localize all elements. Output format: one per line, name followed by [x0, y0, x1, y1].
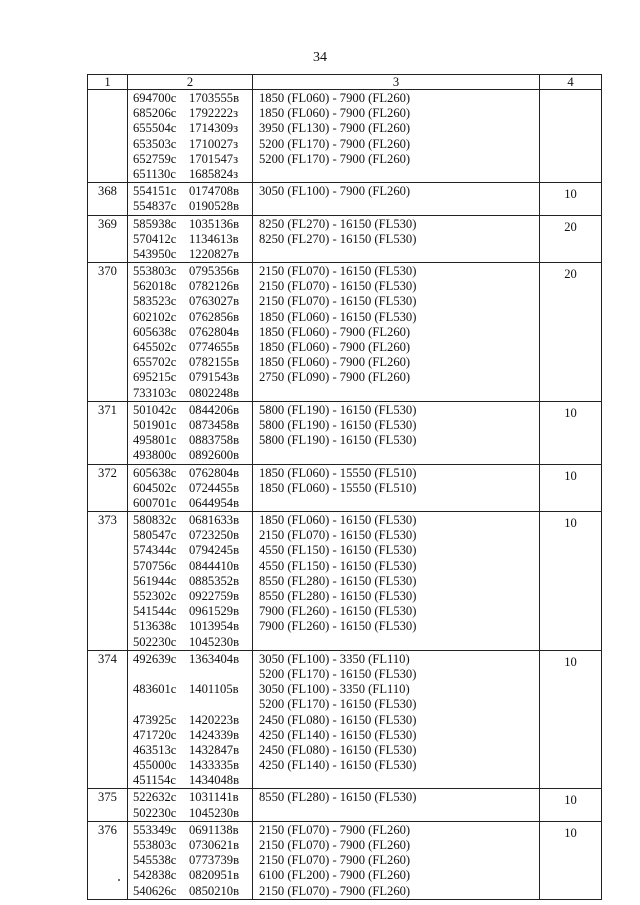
- zone-number-cell: 372: [88, 464, 128, 512]
- altitude-range: 8250 (FL270) - 16150 (FL530): [259, 231, 417, 246]
- altitude-range: 2150 (FL070) - 7900 (FL260): [259, 822, 411, 837]
- latitude: 451154с: [133, 773, 176, 788]
- longitude: 1220827в: [189, 246, 240, 261]
- longitude: 1363404в: [189, 651, 240, 666]
- latitude: 501042с: [133, 402, 177, 417]
- zone-number-cell: 373: [88, 512, 128, 651]
- page-number: 34: [313, 50, 327, 65]
- longitude: 1013954в: [189, 619, 240, 634]
- longitude: 1685824з: [189, 166, 239, 181]
- coordinate-line: [133, 790, 252, 805]
- zone-number-cell: 375: [88, 789, 128, 821]
- longitude: 1792222з: [189, 106, 239, 121]
- longitude: 1035136в: [189, 216, 240, 231]
- longitude: 0723250в: [189, 528, 240, 543]
- latitude: 602102с: [133, 309, 177, 324]
- latitude: 501901с: [133, 417, 177, 432]
- header-cell-3: 3: [253, 75, 540, 90]
- coordinate-line: [133, 370, 252, 385]
- table-row: [88, 401, 602, 464]
- value-cell: 10: [540, 464, 602, 512]
- longitude: 1432847в: [189, 742, 240, 757]
- table-row: [88, 90, 602, 183]
- coordinate-line: [133, 403, 252, 418]
- coordinates-cell: [128, 90, 253, 183]
- altitude-range: 3050 (FL100) - 3350 (FL110): [259, 651, 410, 666]
- value-cell: [540, 90, 602, 183]
- zone-number-cell: 369: [88, 215, 128, 263]
- longitude: 0795356в: [189, 264, 240, 279]
- longitude: 0773739в: [189, 853, 240, 868]
- zone-number-cell: [88, 90, 128, 183]
- coordinate-line: [133, 247, 252, 262]
- latitude: 604502с: [133, 480, 177, 495]
- longitude: 0844410в: [189, 558, 240, 573]
- coordinate-line: [133, 137, 252, 152]
- altitude-range: 2150 (FL070) - 16150 (FL530): [259, 264, 417, 279]
- altitude-range: 5200 (FL170) - 7900 (FL260): [259, 151, 411, 166]
- latitude: 553803с: [133, 264, 177, 279]
- coordinate-line: [133, 121, 252, 136]
- coordinate-line: [133, 217, 252, 232]
- latitude: 483601с: [133, 682, 177, 697]
- longitude: 0644954в: [189, 495, 240, 510]
- value-cell: 10: [540, 183, 602, 215]
- latitude: 655504с: [133, 121, 177, 136]
- latitude: 605638с: [133, 324, 177, 339]
- latitude: 585938с: [133, 216, 177, 231]
- latitude: 541544с: [133, 604, 177, 619]
- altitude-range: 2150 (FL070) - 16150 (FL530): [259, 528, 417, 543]
- latitude: 580547с: [133, 528, 177, 543]
- coordinate-line: [133, 589, 252, 604]
- altitude-range: 1850 (FL060) - 15550 (FL510): [259, 480, 417, 495]
- altitude-range: 4250 (FL140) - 16150 (FL530): [259, 727, 417, 742]
- altitude-cell: [253, 90, 540, 183]
- longitude: 0724455в: [189, 480, 240, 495]
- altitude-cell: [253, 183, 540, 215]
- altitude-cell: [253, 821, 540, 899]
- longitude: 1134613в: [189, 231, 239, 246]
- altitude-cell: [253, 263, 540, 402]
- altitude-range: 1850 (FL060) - 16150 (FL530): [259, 309, 417, 324]
- coordinate-line: [133, 652, 252, 667]
- latitude: 542838с: [133, 868, 177, 883]
- coordinate-line: [133, 604, 252, 619]
- longitude: 1045230в: [189, 805, 240, 820]
- header-cell-2: 2: [128, 75, 253, 90]
- longitude: 0762804в: [189, 324, 240, 339]
- coordinate-line: [133, 513, 252, 528]
- longitude: 0873458в: [189, 417, 240, 432]
- longitude: 0681633в: [189, 513, 240, 528]
- latitude: 652759с: [133, 151, 177, 166]
- altitude-range: 8550 (FL280) - 16150 (FL530): [259, 589, 417, 603]
- altitude-range: 1850 (FL060) - 7900 (FL260): [259, 340, 411, 354]
- coordinates-cell: [128, 821, 253, 899]
- value-cell: 10: [540, 401, 602, 464]
- altitude-range: [259, 167, 539, 182]
- latitude: 694700с: [133, 91, 177, 105]
- latitude: 685206с: [133, 106, 177, 121]
- latitude: 554151с: [133, 184, 177, 199]
- coordinates-cell: [128, 401, 253, 464]
- value-cell: 10: [540, 650, 602, 789]
- latitude: 651130с: [133, 166, 176, 181]
- altitude-range: 8550 (FL280) - 16150 (FL530): [259, 573, 417, 588]
- latitude: 583523с: [133, 294, 177, 309]
- latitude: 655702с: [133, 355, 177, 370]
- longitude: 0922759в: [189, 589, 240, 603]
- longitude: 0892600в: [189, 448, 240, 463]
- latitude: 473925с: [133, 712, 177, 727]
- coordinate-line: [133, 728, 252, 743]
- zone-number-cell: 376: [88, 821, 128, 899]
- table-row: [88, 512, 602, 651]
- table-row: [88, 183, 602, 215]
- coordinate-line: [133, 264, 252, 279]
- longitude: 1031141в: [189, 790, 239, 805]
- altitude-range: 2150 (FL070) - 7900 (FL260): [259, 853, 411, 868]
- coordinate-line: [133, 528, 252, 543]
- altitude-cell: [253, 215, 540, 263]
- latitude: 495801с: [133, 433, 177, 448]
- value-cell: 20: [540, 215, 602, 263]
- coordinate-line: [133, 199, 252, 214]
- latitude: 552302с: [133, 589, 177, 603]
- airspace-table: [87, 74, 602, 900]
- coordinates-cell: [128, 789, 253, 821]
- latitude: 645502с: [133, 340, 177, 354]
- coordinate-line: [133, 619, 252, 634]
- altitude-range: 1850 (FL060) - 7900 (FL260): [259, 324, 411, 339]
- altitude-range: 5200 (FL170) - 16150 (FL530): [259, 697, 417, 712]
- coordinate-line: [133, 232, 252, 247]
- coordinate-line: [133, 418, 252, 433]
- coordinate-line: [133, 853, 252, 868]
- latitude: 695215с: [133, 370, 177, 385]
- altitude-range: 8550 (FL280) - 16150 (FL530): [259, 790, 417, 805]
- latitude: 455000с: [133, 758, 177, 773]
- altitude-range: 3050 (FL100) - 3350 (FL110): [259, 682, 410, 697]
- latitude: 502230с: [133, 805, 177, 820]
- altitude-range: 2150 (FL070) - 16150 (FL530): [259, 294, 417, 309]
- altitude-range: 2150 (FL070) - 7900 (FL260): [259, 883, 411, 898]
- altitude-range: 7900 (FL260) - 16150 (FL530): [259, 604, 417, 619]
- altitude-range: 5200 (FL170) - 16150 (FL530): [259, 666, 417, 681]
- zone-number-cell: 371: [88, 401, 128, 464]
- latitude: 471720с: [133, 727, 177, 742]
- table-row: [88, 650, 602, 789]
- coordinates-cell: [128, 215, 253, 263]
- coordinate-line: [133, 325, 252, 340]
- longitude: 1701547з: [189, 151, 239, 166]
- value-cell: 10: [540, 821, 602, 899]
- latitude: 561944с: [133, 573, 177, 588]
- longitude: 0791543в: [189, 370, 240, 385]
- altitude-range: 1850 (FL060) - 7900 (FL260): [259, 106, 411, 121]
- coordinate-line: [133, 543, 252, 558]
- coordinate-line: [133, 184, 252, 199]
- coordinate-line: [133, 496, 252, 511]
- coordinate-line: [133, 884, 252, 899]
- altitude-range: 4550 (FL150) - 16150 (FL530): [259, 543, 417, 558]
- altitude-range: 4550 (FL150) - 16150 (FL530): [259, 558, 417, 573]
- table-row: [88, 464, 602, 512]
- table-body: [88, 75, 602, 900]
- altitude-cell: [253, 650, 540, 789]
- latitude: 492639с: [133, 651, 177, 666]
- coordinate-line: [133, 340, 252, 355]
- longitude: 1433335в: [189, 758, 240, 773]
- longitude: 0961529в: [189, 604, 240, 619]
- coordinate-line: [133, 466, 252, 481]
- latitude: 600701с: [133, 495, 177, 510]
- coordinate-line: [133, 697, 252, 712]
- longitude: 0174708в: [189, 184, 240, 199]
- coordinate-line: [133, 838, 252, 853]
- altitude-range: 1850 (FL060) - 16150 (FL530): [259, 513, 417, 528]
- longitude: 0885352в: [189, 573, 240, 588]
- altitude-range: 5200 (FL170) - 7900 (FL260): [259, 136, 411, 151]
- latitude: 513638с: [133, 619, 177, 634]
- longitude: 0774655в: [189, 340, 240, 354]
- altitude-range: 2450 (FL080) - 16150 (FL530): [259, 742, 417, 757]
- altitude-range: 5800 (FL190) - 16150 (FL530): [259, 402, 417, 417]
- longitude: 0820951в: [189, 868, 240, 883]
- coordinate-line: [133, 167, 252, 182]
- longitude: 0794245в: [189, 543, 240, 558]
- value-cell: 10: [540, 789, 602, 821]
- coordinate-line: [133, 448, 252, 463]
- coordinate-line: [133, 773, 252, 788]
- coordinate-line: [133, 682, 252, 697]
- latitude: 733103с: [133, 385, 177, 400]
- coordinate-line: [133, 106, 252, 121]
- longitude: 0730621в: [189, 838, 240, 852]
- latitude: 562018с: [133, 279, 177, 294]
- latitude: 545538с: [133, 853, 177, 868]
- coordinate-line: [133, 806, 252, 821]
- longitude: 0190528в: [189, 199, 240, 214]
- coordinate-line: [133, 758, 252, 773]
- altitude-range: 3050 (FL100) - 7900 (FL260): [259, 184, 411, 199]
- latitude: 553349с: [133, 822, 177, 837]
- longitude: 1710027з: [189, 136, 239, 151]
- coordinates-cell: [128, 183, 253, 215]
- altitude-range: 2150 (FL070) - 16150 (FL530): [259, 279, 417, 294]
- value-cell: 10: [540, 512, 602, 651]
- latitude: 570412с: [133, 231, 177, 246]
- altitude-range: 8250 (FL270) - 16150 (FL530): [259, 216, 417, 231]
- latitude: 502230с: [133, 634, 177, 649]
- coordinate-line: [133, 355, 252, 370]
- coordinate-line: [133, 279, 252, 294]
- coordinate-line: [133, 386, 252, 401]
- altitude-range: 5800 (FL190) - 16150 (FL530): [259, 433, 417, 448]
- zone-number-cell: 370: [88, 263, 128, 402]
- longitude: 0782155в: [189, 355, 240, 370]
- coordinates-cell: [128, 512, 253, 651]
- altitude-range: 4250 (FL140) - 16150 (FL530): [259, 758, 417, 773]
- coordinates-cell: [128, 464, 253, 512]
- altitude-range: 7900 (FL260) - 16150 (FL530): [259, 619, 417, 634]
- coordinate-line: [133, 152, 252, 167]
- longitude: 1420223в: [189, 712, 240, 727]
- altitude-range: 1850 (FL060) - 15550 (FL510): [259, 465, 417, 480]
- longitude: 0850210в: [189, 883, 240, 898]
- latitude: 570756с: [133, 558, 177, 573]
- coordinates-cell: [128, 263, 253, 402]
- table-row: [88, 263, 602, 402]
- table-row: [88, 821, 602, 899]
- table-row: [88, 215, 602, 263]
- header-cell-1: 1: [88, 75, 128, 90]
- latitude: 493800с: [133, 448, 177, 463]
- latitude: 554837с: [133, 199, 177, 214]
- latitude: 553803с: [133, 838, 177, 852]
- coordinate-line: [133, 559, 252, 574]
- coordinate-line: [133, 91, 252, 106]
- altitude-range: 2150 (FL070) - 7900 (FL260): [259, 838, 411, 852]
- coordinate-line: [133, 574, 252, 589]
- coordinate-line: [133, 713, 252, 728]
- latitude: 605638с: [133, 465, 177, 480]
- altitude-range: 1850 (FL060) - 7900 (FL260): [259, 91, 411, 105]
- coordinate-line: [133, 433, 252, 448]
- header-cell-4: 4: [540, 75, 602, 90]
- latitude: 574344с: [133, 543, 177, 558]
- latitude: 580832с: [133, 513, 177, 528]
- scan-speck: [118, 879, 120, 881]
- latitude: 522632с: [133, 790, 177, 805]
- latitude: 653503с: [133, 136, 177, 151]
- coordinate-line: [133, 667, 252, 682]
- longitude: 0883758в: [189, 433, 240, 448]
- coordinates-cell: [128, 650, 253, 789]
- altitude-cell: [253, 789, 540, 821]
- longitude: 0762856в: [189, 309, 240, 324]
- coordinate-line: [133, 310, 252, 325]
- altitude-range: 3950 (FL130) - 7900 (FL260): [259, 121, 411, 136]
- coordinate-line: [133, 635, 252, 650]
- altitude-cell: [253, 464, 540, 512]
- coordinate-line: [133, 743, 252, 758]
- coordinate-line: [133, 294, 252, 309]
- longitude: 0762804в: [189, 465, 240, 480]
- altitude-range: 6100 (FL200) - 7900 (FL260): [259, 868, 411, 883]
- longitude: 0802248в: [189, 385, 240, 400]
- altitude-range: 5800 (FL190) - 16150 (FL530): [259, 417, 417, 432]
- zone-number-cell: 368: [88, 183, 128, 215]
- longitude: 0691138в: [189, 822, 239, 837]
- altitude-range: 2750 (FL090) - 7900 (FL260): [259, 370, 411, 385]
- zone-number-cell: 374: [88, 650, 128, 789]
- longitude: 0844206в: [189, 402, 240, 417]
- coordinate-line: [133, 481, 252, 496]
- longitude: 1434048в: [189, 773, 240, 788]
- altitude-cell: [253, 512, 540, 651]
- longitude: 1424339в: [189, 727, 240, 742]
- longitude: 1045230в: [189, 634, 240, 649]
- altitude-cell: [253, 401, 540, 464]
- longitude: 1401105в: [189, 682, 239, 697]
- table-row: [88, 789, 602, 821]
- altitude-range: 1850 (FL060) - 7900 (FL260): [259, 355, 411, 370]
- latitude: 540626с: [133, 883, 177, 898]
- longitude: 0782126в: [189, 279, 240, 294]
- coordinate-line: [133, 868, 252, 883]
- longitude: 0763027в: [189, 294, 240, 309]
- longitude: 1703555в: [189, 91, 240, 105]
- altitude-range: 2450 (FL080) - 16150 (FL530): [259, 712, 417, 727]
- latitude: 463513с: [133, 742, 177, 757]
- longitude: 1714309з: [189, 121, 239, 136]
- latitude: 543950с: [133, 246, 177, 261]
- header-row: [88, 75, 602, 90]
- value-cell: 20: [540, 263, 602, 402]
- coordinate-line: [133, 823, 252, 838]
